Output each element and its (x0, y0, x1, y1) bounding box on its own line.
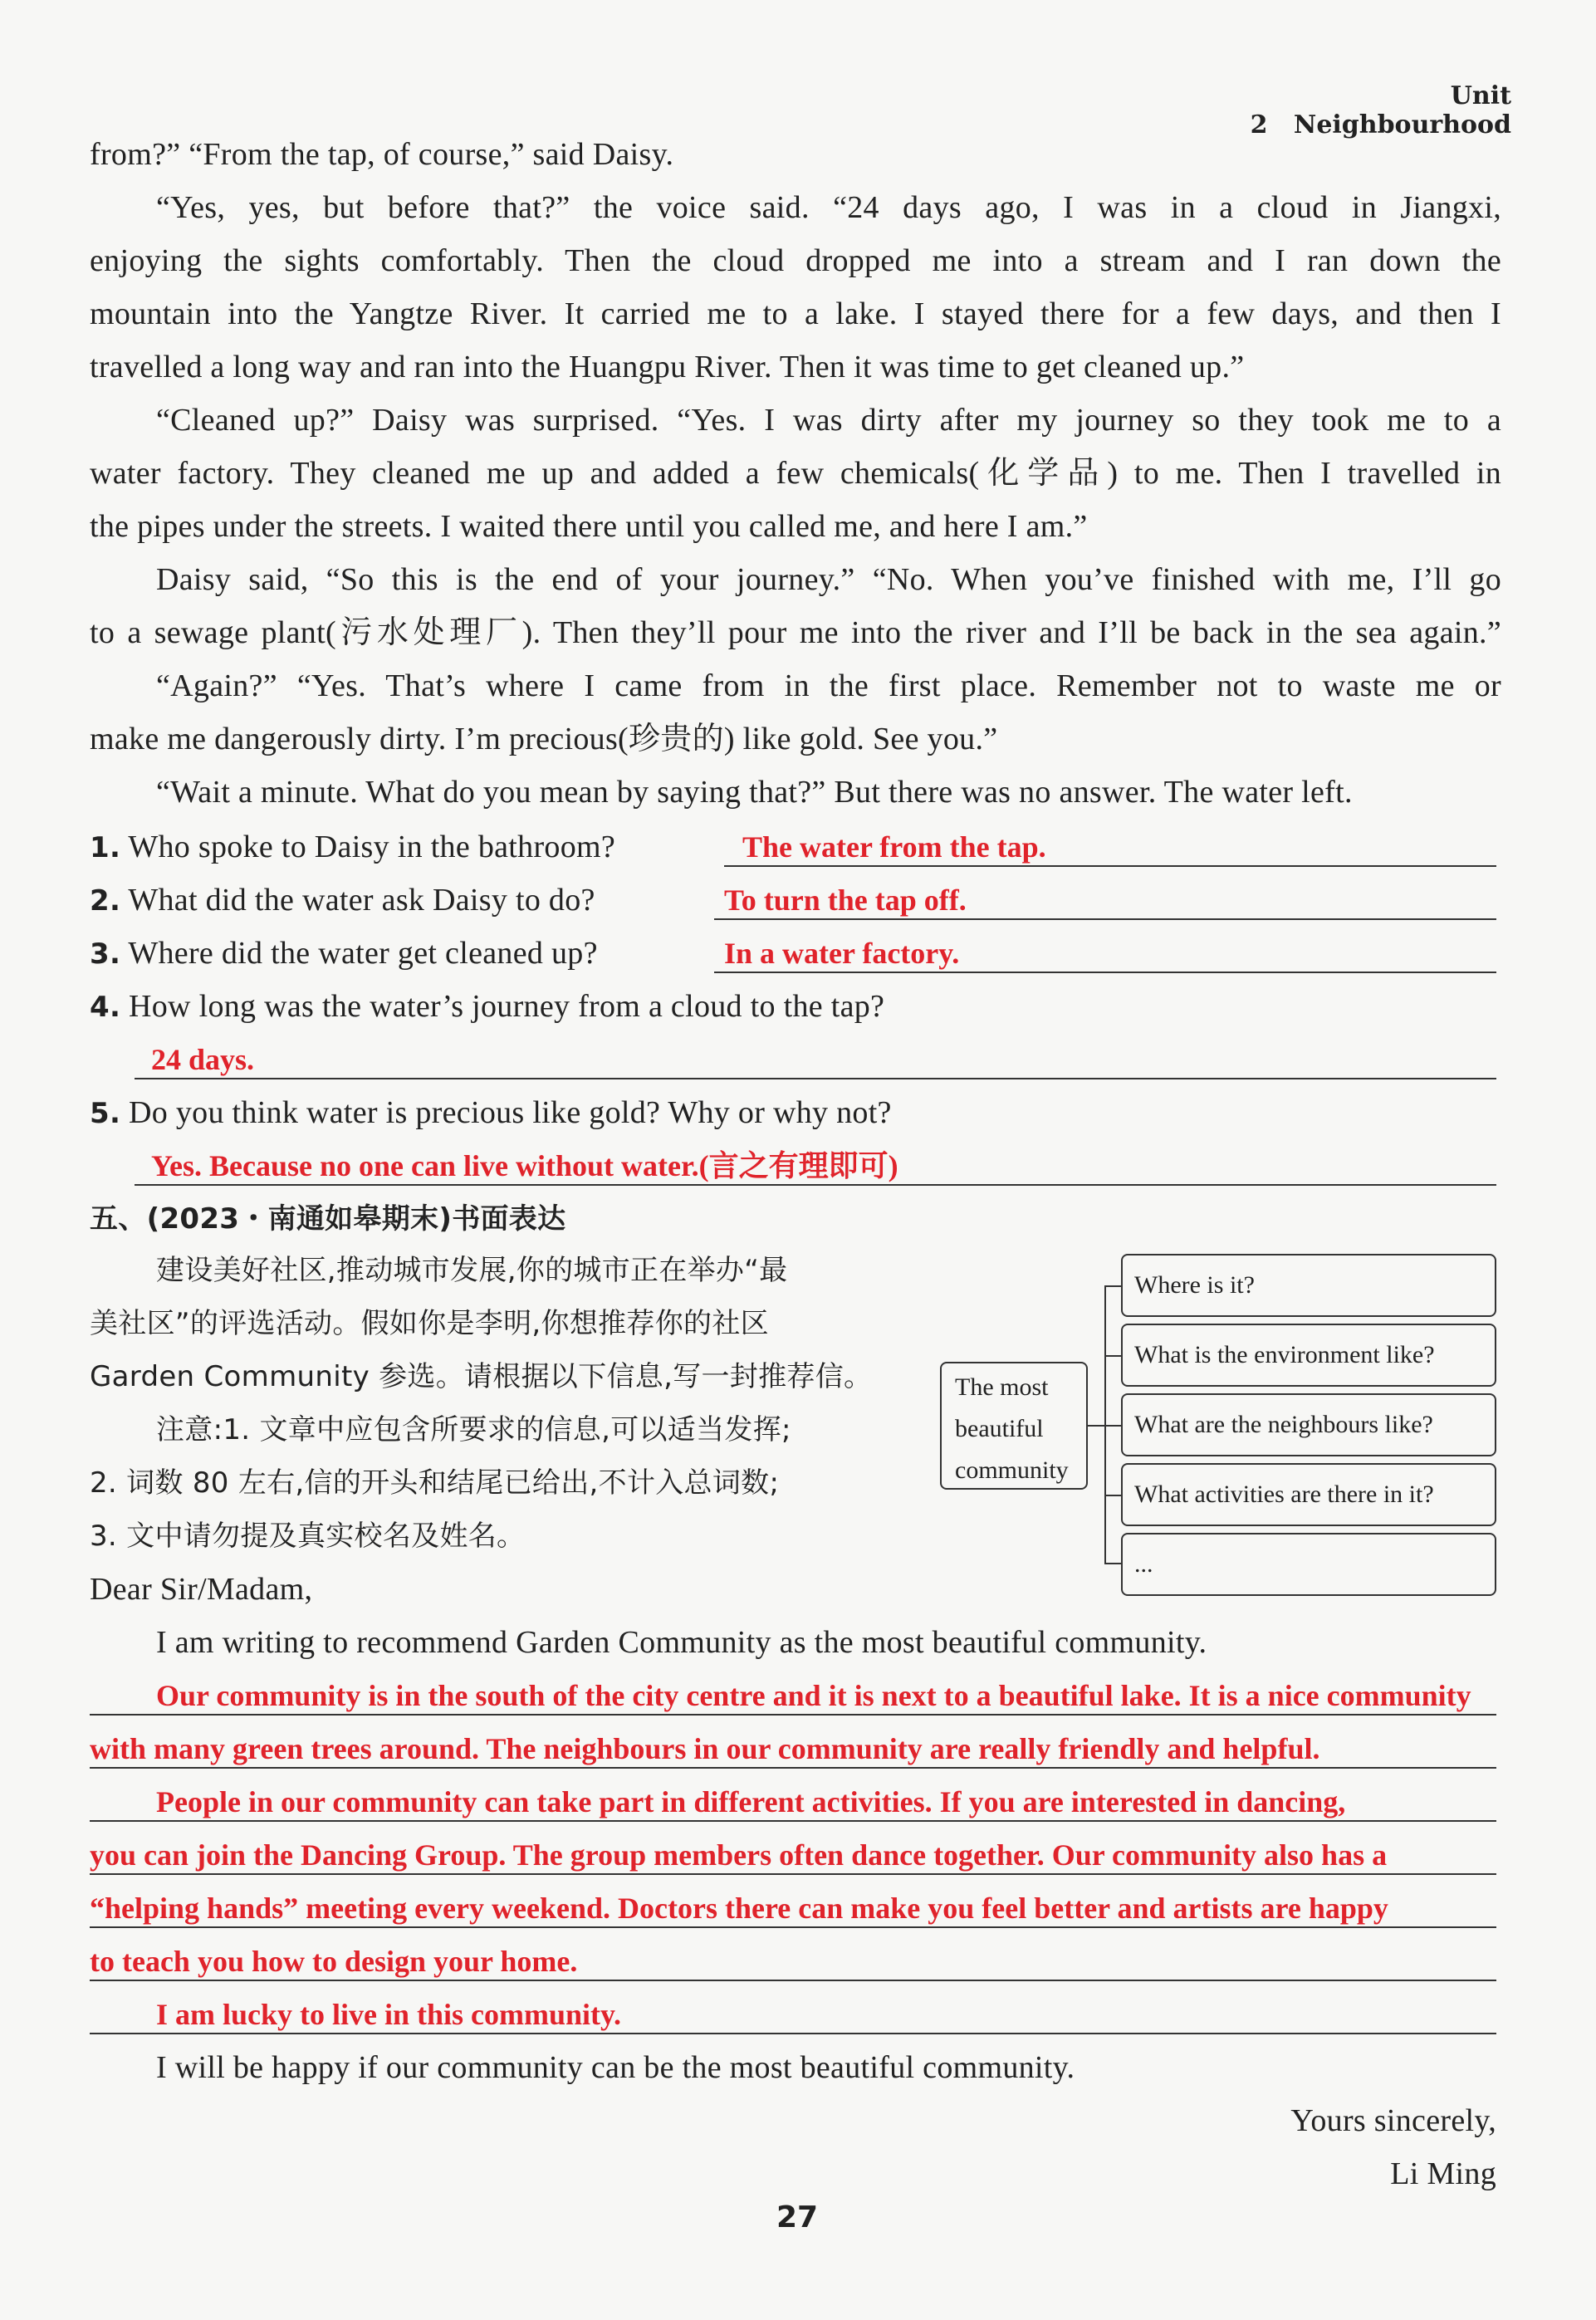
passage-line: “Cleaned up?” Daisy was surprised. “Yes. I was dirty after my journey so they took me to a (156, 403, 1501, 438)
writing-underline (90, 1873, 1496, 1875)
answer-line: you can join the Dancing Group. The group members often dance together. Our community also has a (90, 1838, 1388, 1872)
passage-line: travelled a long way and ran into the Huangpu River. Then it was time to get cleaned up.” (90, 350, 1245, 384)
signoff: Yours sincerely, (1290, 2103, 1496, 2138)
unit-title: Neighbourhood (1293, 110, 1511, 139)
question-text: What did the water ask Daisy to do? (128, 883, 595, 918)
page-number: 27 (776, 2200, 819, 2234)
answer-1: The water from the tap. (742, 830, 1046, 864)
answer-underline (714, 972, 1496, 973)
answer-underline (724, 865, 1496, 867)
passage-line: “Yes, yes, but before that?” the voice said. “24 days ago, I was in a cloud in Jiangxi, (156, 190, 1501, 225)
question-number: 1. (90, 831, 121, 864)
answer-line: I am lucky to live in this community. (156, 1998, 622, 2031)
question-number: 4. (90, 991, 121, 1024)
question-text: Where did the water get cleaned up? (128, 936, 598, 971)
question-number: 2. (90, 884, 121, 918)
question-2 (90, 882, 721, 919)
letter-closing-line: I will be happy if our community can be the most beautiful community. (156, 2050, 1075, 2085)
instruction-line: 建设美好社区,推动城市发展,你的城市正在举办“最 (156, 1254, 788, 1287)
passage-line: enjoying the sights comfortably. Then the cloud dropped me into a stream and I ran down the (90, 243, 1501, 278)
answer-underline (714, 918, 1496, 920)
instruction-line: 2. 词数 80 左右,信的开头和结尾已给出,不计入总词数; (90, 1466, 780, 1500)
writing-underline (90, 2033, 1496, 2034)
diagram-center-line: The most (955, 1373, 1049, 1401)
passage-line: make me dangerously dirty. I’m precious(珍贵的) like gold. See you.” (90, 722, 998, 756)
diagram-center-line: beautiful (955, 1415, 1044, 1442)
passage-line: “Again?” “Yes. That’s where I came from in the first place. Remember not to waste me or (156, 668, 1501, 703)
instruction-line: Garden Community 参选。请根据以下信息,写一封推荐信。 (90, 1360, 873, 1393)
signature-name: Li Ming (1390, 2156, 1496, 2191)
answer-2: To turn the tap off. (724, 883, 967, 917)
question-5 (90, 1094, 1501, 1132)
answer-underline (135, 1078, 1496, 1079)
diagram-connector (1104, 1563, 1121, 1564)
writing-underline (90, 1980, 1496, 1981)
question-number: 5. (90, 1097, 121, 1130)
answer-line: with many green trees around. The neighbours in our community are really friendly and helpful. (90, 1732, 1320, 1765)
question-text: Who spoke to Daisy in the bathroom? (128, 830, 616, 864)
answer-3: In a water factory. (724, 937, 960, 970)
instruction-line: 3. 文中请勿提及真实校名及姓名。 (90, 1520, 526, 1553)
letter-opening: I am writing to recommend Garden Community as the most beautiful community. (156, 1625, 1207, 1660)
question-text: Do you think water is precious like gold? Why or why not? (129, 1095, 892, 1130)
diagram-branch-box: Where is it? (1121, 1254, 1496, 1317)
writing-underline (90, 1767, 1496, 1769)
diagram-connector (1104, 1285, 1106, 1563)
diagram-connector (1104, 1285, 1121, 1287)
answer-5: Yes. Because no one can live without water.(言之有理即可) (151, 1149, 898, 1182)
diagram-connector (1104, 1495, 1121, 1496)
instruction-line: 注意:1. 文章中应包含所要求的信息,可以适当发挥; (156, 1413, 791, 1446)
running-header (1212, 81, 1511, 139)
writing-underline (90, 1714, 1496, 1716)
diagram-connector (1088, 1425, 1104, 1427)
question-1 (90, 829, 721, 866)
writing-heading: 五、(2023・南通如皋期末)书面表达 (90, 1202, 566, 1236)
diagram-connector (1104, 1425, 1121, 1427)
answer-line: to teach you how to design your home. (90, 1945, 578, 1978)
passage-line: from?” “From the tap, of course,” said Daisy. (90, 137, 674, 172)
answer-4: 24 days. (151, 1043, 255, 1076)
answer-line: Our community is in the south of the city centre and it is next to a beautiful lake. It is a nice community (156, 1679, 1471, 1712)
question-3 (90, 935, 721, 972)
question-4 (90, 988, 1501, 1025)
diagram-center-line: community (955, 1456, 1069, 1484)
answer-line: People in our community can take part in different activities. If you are interested in dancing, (156, 1785, 1346, 1818)
diagram-branch-box: What are the neighbours like? (1121, 1393, 1496, 1456)
salutation: Dear Sir/Madam, (90, 1572, 313, 1607)
unit-label: Unit 2 (1250, 81, 1511, 139)
diagram-branch-box: What activities are there in it? (1121, 1463, 1496, 1526)
instruction-line: 美社区”的评选活动。假如你是李明,你想推荐你的社区 (90, 1307, 769, 1340)
passage-line: mountain into the Yangtze River. It carried me to a lake. I stayed there for a few days, and then I (90, 296, 1501, 331)
passage-line: the pipes under the streets. I waited there until you called me, and here I am.” (90, 509, 1088, 544)
answer-underline (135, 1184, 1496, 1186)
passage-line: “Wait a minute. What do you mean by saying that?” But there was no answer. The water left. (156, 775, 1353, 810)
passage-line: to a sewage plant(污水处理厂). Then they’ll pour me into the river and I’ll be back in the sea again.” (90, 615, 1501, 650)
diagram-connector (1104, 1355, 1121, 1357)
answer-line: “helping hands” meeting every weekend. Doctors there can make you feel better and artists are happy (90, 1892, 1388, 1925)
passage-line: Daisy said, “So this is the end of your journey.” “No. When you’ve finished with me, I’ll go (156, 562, 1501, 597)
writing-underline (90, 1926, 1496, 1928)
diagram-branch-box: ... (1121, 1533, 1496, 1596)
diagram-branch-box: What is the environment like? (1121, 1324, 1496, 1387)
writing-underline (90, 1820, 1496, 1822)
diagram-center-box (940, 1362, 1088, 1490)
question-text: How long was the water’s journey from a cloud to the tap? (129, 989, 885, 1024)
passage-line: water factory. They cleaned me up and added a few chemicals(化学品) to me. Then I travelled in (90, 456, 1501, 491)
question-number: 3. (90, 937, 121, 971)
